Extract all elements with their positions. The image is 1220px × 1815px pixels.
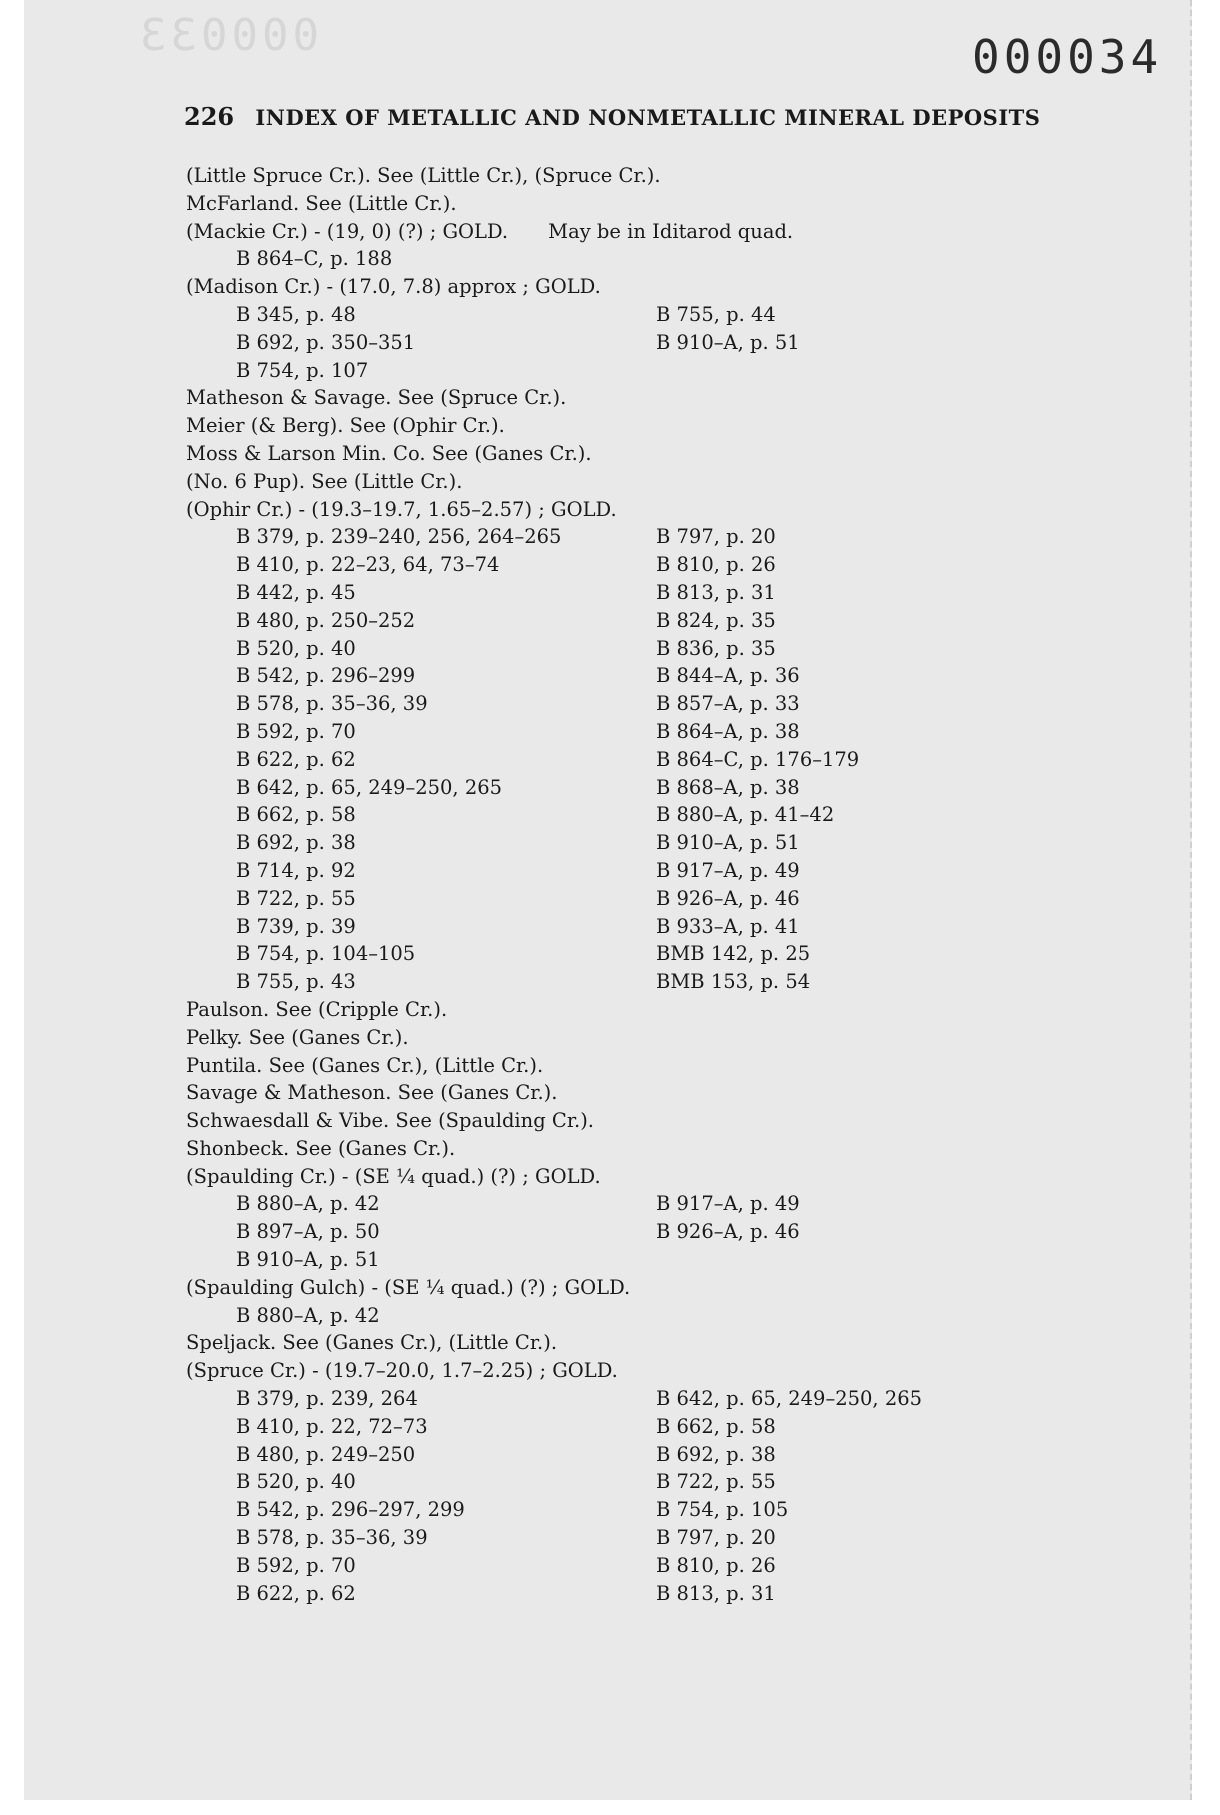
index-entry-row xyxy=(186,468,1136,496)
index-reference-row xyxy=(186,607,1136,635)
index-entry-row xyxy=(186,384,1136,412)
entry-text: B 480, p. 250–252 xyxy=(236,608,416,632)
entry-text: (Spaulding Cr.) - (SE ¼ quad.) (?) ; GOLD. xyxy=(186,1164,601,1188)
index-entry-row xyxy=(186,412,1136,440)
entry-reference-right: B 813, p. 31 xyxy=(656,1581,776,1605)
index-entry-row xyxy=(186,1079,1136,1107)
index-reference-row xyxy=(186,551,1136,579)
entry-reference-right: B 692, p. 38 xyxy=(656,1442,776,1466)
entry-reference-right: B 797, p. 20 xyxy=(656,525,776,549)
entry-text: B 897–A, p. 50 xyxy=(236,1220,380,1244)
entry-text: B 642, p. 65, 249–250, 265 xyxy=(236,775,503,799)
index-entry-row xyxy=(186,218,1136,246)
index-reference-row xyxy=(186,718,1136,746)
entry-text: McFarland. See (Little Cr.). xyxy=(186,191,457,215)
entry-reference-right: B 813, p. 31 xyxy=(656,580,776,604)
entry-reference-right: B 857–A, p. 33 xyxy=(656,692,800,716)
index-reference-row xyxy=(186,1580,1136,1608)
index-reference-row xyxy=(186,940,1136,968)
entry-text: B 520, p. 40 xyxy=(236,636,356,660)
entry-text: B 379, p. 239, 264 xyxy=(236,1387,418,1411)
entry-text: B 722, p. 55 xyxy=(236,886,356,910)
entry-text: (Little Spruce Cr.). See (Little Cr.), (Spruce Cr.). xyxy=(186,164,661,187)
entry-text: B 692, p. 38 xyxy=(236,831,356,855)
entry-reference-right: BMB 142, p. 25 xyxy=(656,942,811,966)
index-entries xyxy=(186,162,1136,1607)
entry-text: B 410, p. 22–23, 64, 73–74 xyxy=(236,553,500,577)
entry-reference-right: B 722, p. 55 xyxy=(656,1470,776,1494)
entry-text: Paulson. See (Cripple Cr.). xyxy=(186,997,448,1021)
index-reference-row xyxy=(186,1302,1136,1330)
entry-text: (Madison Cr.) - (17.0, 7.8) approx ; GOLD. xyxy=(186,275,601,299)
bleed-through-page-stamp: 000033 xyxy=(136,10,319,61)
entry-text: B 662, p. 58 xyxy=(236,803,356,827)
index-entry-row xyxy=(186,996,1136,1024)
entry-text: B 442, p. 45 xyxy=(236,580,356,604)
entry-text: B 379, p. 239–240, 256, 264–265 xyxy=(236,525,562,549)
entry-reference-right: B 910–A, p. 51 xyxy=(656,330,800,354)
index-entry-row xyxy=(186,440,1136,468)
index-reference-row xyxy=(186,1246,1136,1274)
index-entry-row xyxy=(186,1135,1136,1163)
entry-reference-right: B 910–A, p. 51 xyxy=(656,831,800,855)
entry-reference-right: B 868–A, p. 38 xyxy=(656,775,800,799)
index-reference-row xyxy=(186,801,1136,829)
index-entry-row xyxy=(186,1107,1136,1135)
entry-text: B 578, p. 35–36, 39 xyxy=(236,1526,428,1550)
index-reference-row xyxy=(186,1385,1136,1413)
entry-text: Pelky. See (Ganes Cr.). xyxy=(186,1025,409,1049)
index-reference-row xyxy=(186,885,1136,913)
index-reference-row xyxy=(186,1218,1136,1246)
document-page xyxy=(24,0,1192,1800)
index-reference-row xyxy=(186,1441,1136,1469)
entry-text: B 542, p. 296–297, 299 xyxy=(236,1498,465,1522)
entry-reference-right: B 662, p. 58 xyxy=(656,1414,776,1438)
index-entry-row xyxy=(186,496,1136,524)
entry-reference-right: BMB 153, p. 54 xyxy=(656,970,811,994)
entry-reference-right: B 824, p. 35 xyxy=(656,608,776,632)
entry-text: B 755, p. 43 xyxy=(236,970,356,994)
index-reference-row xyxy=(186,1190,1136,1218)
entry-text: B 692, p. 350–351 xyxy=(236,330,416,354)
index-entry-row xyxy=(186,1357,1136,1385)
entry-text: B 754, p. 107 xyxy=(236,358,369,382)
entry-text: (Spruce Cr.) - (19.7–20.0, 1.7–2.25) ; GOLD. xyxy=(186,1359,618,1383)
entry-text: B 542, p. 296–299 xyxy=(236,664,416,688)
page-stamp-number: 000034 xyxy=(972,30,1163,84)
index-reference-row xyxy=(186,1552,1136,1580)
entry-text: B 345, p. 48 xyxy=(236,302,356,326)
entry-reference-right: B 926–A, p. 46 xyxy=(656,886,800,910)
index-reference-row xyxy=(186,746,1136,774)
entry-text: B 592, p. 70 xyxy=(236,719,356,743)
entry-text: Speljack. See (Ganes Cr.), (Little Cr.). xyxy=(186,1331,558,1355)
entry-text: B 520, p. 40 xyxy=(236,1470,356,1494)
entry-reference-right: B 917–A, p. 49 xyxy=(656,858,800,882)
index-reference-row xyxy=(186,968,1136,996)
entry-text: Puntila. See (Ganes Cr.), (Little Cr.). xyxy=(186,1053,544,1077)
index-reference-row xyxy=(186,635,1136,663)
entry-reference-right: B 755, p. 44 xyxy=(656,302,776,326)
page-title: INDEX OF METALLIC AND NONMETALLIC MINERAL DEPOSITS xyxy=(255,105,1041,130)
entry-reference-right: B 933–A, p. 41 xyxy=(656,914,800,938)
entry-reference-right: B 844–A, p. 36 xyxy=(656,664,800,688)
entry-reference-right: B 864–C, p. 176–179 xyxy=(656,747,860,771)
entry-reference-right: B 642, p. 65, 249–250, 265 xyxy=(656,1387,923,1411)
index-entry-row xyxy=(186,1274,1136,1302)
entry-text: B 739, p. 39 xyxy=(236,914,356,938)
entry-text: Matheson & Savage. See (Spruce Cr.). xyxy=(186,386,567,410)
index-entry-row xyxy=(186,1024,1136,1052)
entry-text: (Ophir Cr.) - (19.3–19.7, 1.65–2.57) ; GOLD. xyxy=(186,497,617,521)
index-entry-row xyxy=(186,1163,1136,1191)
entry-reference-right: B 754, p. 105 xyxy=(656,1498,789,1522)
index-reference-row xyxy=(186,662,1136,690)
entry-text: Meier (& Berg). See (Ophir Cr.). xyxy=(186,414,505,438)
index-entry-row xyxy=(186,190,1136,218)
entry-reference-right: B 836, p. 35 xyxy=(656,636,776,660)
index-reference-row xyxy=(186,690,1136,718)
entry-text: B 714, p. 92 xyxy=(236,858,356,882)
entry-text: B 880–A, p. 42 xyxy=(236,1192,380,1216)
index-reference-row xyxy=(186,523,1136,551)
entry-text: (No. 6 Pup). See (Little Cr.). xyxy=(186,469,463,493)
index-entry-row xyxy=(186,1052,1136,1080)
index-reference-row xyxy=(186,1524,1136,1552)
index-entry-row xyxy=(186,1329,1136,1357)
entry-text: B 622, p. 62 xyxy=(236,1581,356,1605)
index-entry-row xyxy=(186,162,1136,190)
index-reference-row xyxy=(186,357,1136,385)
index-reference-row xyxy=(186,1413,1136,1441)
page-number: 226 xyxy=(184,102,235,131)
entry-text: Schwaesdall & Vibe. See (Spaulding Cr.). xyxy=(186,1109,595,1133)
entry-text: (Spaulding Gulch) - (SE ¼ quad.) (?) ; GOLD. xyxy=(186,1275,631,1299)
entry-text: B 592, p. 70 xyxy=(236,1553,356,1577)
entry-text: B 410, p. 22, 72–73 xyxy=(236,1414,428,1438)
entry-text: Shonbeck. See (Ganes Cr.). xyxy=(186,1136,456,1160)
entry-text: B 880–A, p. 42 xyxy=(236,1303,380,1327)
index-reference-row xyxy=(186,301,1136,329)
entry-text: (Mackie Cr.) - (19, 0) (?) ; GOLD. xyxy=(186,219,509,243)
entry-text: Moss & Larson Min. Co. See (Ganes Cr.). xyxy=(186,441,592,465)
index-reference-row xyxy=(186,1496,1136,1524)
entry-reference-right: B 880–A, p. 41–42 xyxy=(656,803,835,827)
index-reference-row xyxy=(186,329,1136,357)
index-reference-row xyxy=(186,857,1136,885)
index-reference-row xyxy=(186,579,1136,607)
entry-reference-right: B 797, p. 20 xyxy=(656,1526,776,1550)
index-reference-row xyxy=(186,1468,1136,1496)
entry-text: B 754, p. 104–105 xyxy=(236,942,416,966)
entry-note: May be in Iditarod quad. xyxy=(548,219,794,243)
entry-reference-right: B 810, p. 26 xyxy=(656,1553,776,1577)
entry-reference-right: B 917–A, p. 49 xyxy=(656,1192,800,1216)
index-reference-row xyxy=(186,774,1136,802)
entry-text: B 622, p. 62 xyxy=(236,747,356,771)
entry-reference-right: B 864–A, p. 38 xyxy=(656,719,800,743)
entry-text: B 910–A, p. 51 xyxy=(236,1248,380,1272)
index-reference-row xyxy=(186,829,1136,857)
entry-text: Savage & Matheson. See (Ganes Cr.). xyxy=(186,1081,558,1105)
running-header xyxy=(184,102,1064,131)
index-entry-row xyxy=(186,273,1136,301)
entry-text: B 480, p. 249–250 xyxy=(236,1442,416,1466)
entry-reference-right: B 926–A, p. 46 xyxy=(656,1220,800,1244)
entry-text: B 578, p. 35–36, 39 xyxy=(236,692,428,716)
index-reference-row xyxy=(186,245,1136,273)
entry-text: B 864–C, p. 188 xyxy=(236,247,393,271)
entry-reference-right: B 810, p. 26 xyxy=(656,553,776,577)
index-reference-row xyxy=(186,913,1136,941)
